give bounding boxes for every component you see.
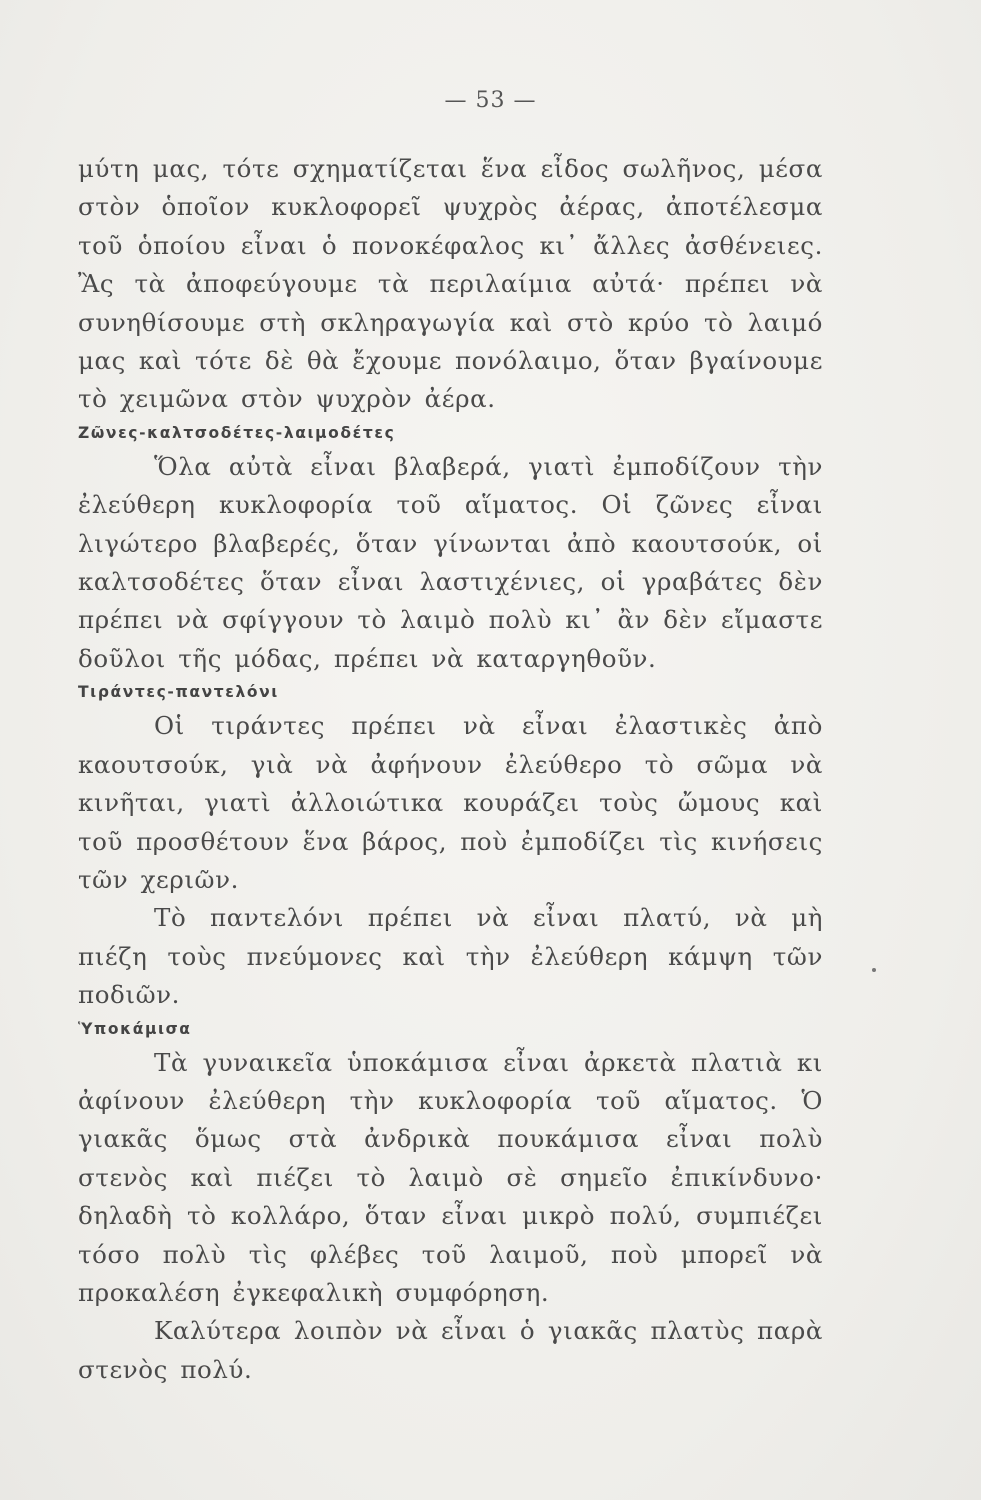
page-number: — 53 —: [444, 88, 537, 113]
page-body: [78, 150, 823, 1389]
paragraph-belts-garters-ties: Ὅλα αὐτὰ εἶναι βλαβερά, γιατὶ ἐμποδίζουν τὴν ἐλεύθερη κυκλοφορία τοῦ αἵματος. Οἱ ζῶνες εἶναι λιγώτερο βλαβερές, ὅταν γίνωνται ἀπὸ καουτσούκ, οἱ καλτσοδέτες ὅταν εἶναι λαστιχένιες, οἱ γραβάτες δὲν πρέπει νὰ σφίγγουν τὸ λαιμὸ πολὺ κι᾽ ἂν δὲν εἴμαστε δοῦλοι τῆς μόδας, πρέπει νὰ καταργηθοῦν.: [78, 451, 823, 673]
ink-speck: [872, 968, 876, 972]
paragraph-trousers: Τὸ παντελόνι πρέπει νὰ εἶναι πλατύ, νὰ μὴ πιέζη τοὺς πνεύμονες καὶ τὴν ἐλεύθερη κάμψη τῶν ποδιῶν.: [78, 903, 823, 1010]
paragraph-intro: μύτη μας, τότε σχηματίζεται ἕνα εἶδος σωλῆνος, μέσα στὸν ὁποῖον κυκλοφορεῖ ψυχρὸς ἀέρας, ἀποτέλεσμα τοῦ ὁποίου εἶναι ὁ πονοκέφαλος κι᾽ ἄλλες ἀσθένειες. Ἂς τὰ ἀποφεύγουμε τὰ περιλαίμια αὐτά· πρέπει νὰ συνηθίσουμε στὴ σκληραγωγία καὶ στὸ κρύο τὸ λαιμό μας καὶ τότε δὲ θὰ ἔχουμε πονόλαιμο, ὅταν βγαίνουμε τὸ χειμῶνα στὸν ψυχρὸν ἀέρα.: [78, 154, 823, 414]
paragraph-conclusion: Καλύτερα λοιπὸν νὰ εἶναι ὁ γιακᾶς πλατὺς παρὰ στενὸς πολύ.: [78, 1316, 823, 1384]
section-heading-suspenders-trousers: Τιράντες-παντελόνι: [78, 683, 279, 702]
paragraph-suspenders: Οἱ τιράντες πρέπει νὰ εἶναι ἐλαστικὲς ἀπὸ καουτσούκ, γιὰ νὰ ἀφήνουν ἐλεύθερο τὸ σῶμα νὰ κινῆται, γιατὶ ἀλλοιώτικα κουράζει τοὺς ὤμους καὶ τοῦ προσθέτουν ἕνα βάρος, ποὺ ἐμποδίζει τὶς κινήσεις τῶν χεριῶν.: [78, 711, 823, 894]
paragraph-shirts: Τὰ γυναικεῖα ὑποκάμισα εἶναι ἀρκετὰ πλατιὰ κι ἀφίνουν ἐλεύθερη τὴν κυκλοφορία τοῦ αἵματος. Ὁ γιακᾶς ὅμως στὰ ἀνδρικὰ πουκάμισα εἶναι πολὺ στενὸς καὶ πιέζει τὸ λαιμὸ σὲ σημεῖο ἐπικίνδυνο· δηλαδὴ τὸ κολλάρο, ὅταν εἶναι μικρὸ πολύ, συμπιέζει τόσο πολὺ τὶς φλέβες τοῦ λαιμοῦ, ποὺ μπορεῖ νὰ προκαλέση ἐγκεφαλικὴ συμφόρηση.: [78, 1047, 823, 1307]
section-heading-belts-garters-ties: Ζῶνες-καλτσοδέτες-λαιμοδέτες: [78, 423, 396, 442]
section-heading-shirts: Ὑποκάμισα: [78, 1019, 192, 1038]
